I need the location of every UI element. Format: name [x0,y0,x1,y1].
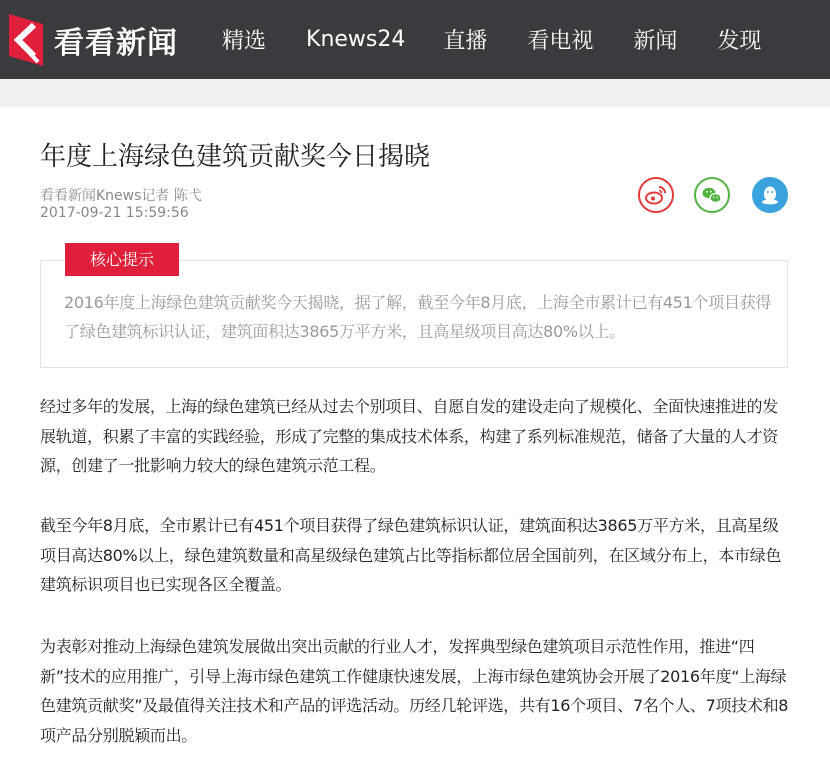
article-byline: 看看新闻Knews记者 陈弋 [40,188,202,204]
share-wechat-button[interactable] [694,177,730,213]
nav-item-featured[interactable]: 精选 [222,29,267,54]
article-paragraph: 为表彰对推动上海绿色建筑发展做出突出贡献的行业人才，发挥典型绿色建筑项目示范性作用，推进“四新”技术的应用推广，引导上海市绿色建筑工作健康快速发展，上海市绿色建筑协会开展了2016年度“上海绿色建筑贡献奖”及最值得关注技术和产品的评选活动。历经几轮评选，共有16个项目、7名个人、7项技术和8项产品分别脱颖而出。 [40,637,789,745]
nav-item-discover[interactable]: 发现 [717,29,762,54]
wechat-icon [696,179,728,211]
page-gutter [0,79,830,107]
summary-tag: 核心提示 [65,243,179,276]
site-logo[interactable] [6,11,178,69]
article-date: 2017-09-21 15:59:56 [40,205,189,221]
nav-item-tv[interactable]: 看电视 [527,29,594,54]
article-title: 年度上海绿色建筑贡献奖今日揭晓 [40,142,431,172]
article-paragraph: 截至今年8月底，全市累计已有451个项目获得了绿色建筑标识认证，建筑面积达3865万平方米，且高星级项目高达80%以上，绿色建筑数量和高星级绿色建筑占比等指标都位居全国前列，在区域分布上，本市绿色建筑标识项目也已实现各区全覆盖。 [40,516,782,594]
share-weibo-button[interactable] [638,177,674,213]
main-nav [222,0,801,79]
logo-text: 看看新闻 [54,26,178,61]
summary-text: 2016年度上海绿色建筑贡献奖今天揭晓，据了解，截至今年8月底，上海全市累计已有451个项目获得了绿色建筑标识认证，建筑面积达3865万平方米，且高星级项目高达80%以上。 [64,293,772,341]
nav-item-live[interactable]: 直播 [443,29,488,54]
weibo-icon [640,179,672,211]
share-qq-button[interactable] [752,177,788,213]
article-paragraph: 经过多年的发展，上海的绿色建筑已经从过去个别项目、自愿自发的建设走向了规模化、全面快速推进的发展轨道，积累了丰富的实践经验，形成了完整的集成技术体系，构建了系列标准规范，储备了大量的人才资源，创建了一批影响力较大的绿色建筑示范工程。 [40,397,778,475]
qq-icon [754,179,786,211]
nav-item-knews24[interactable]: Knews24 [306,27,406,52]
top-navigation-bar [0,0,830,79]
logo-mark-icon [6,12,46,68]
nav-item-news[interactable]: 新闻 [633,29,678,54]
